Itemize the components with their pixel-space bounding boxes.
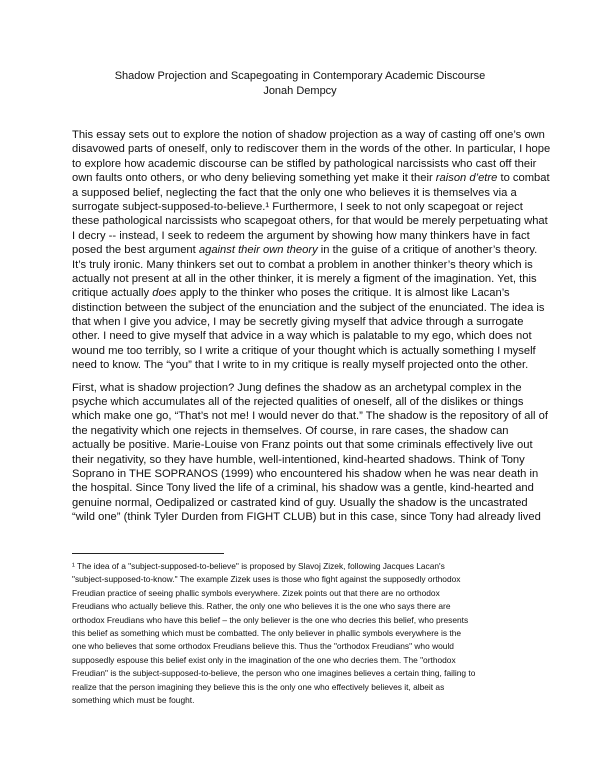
text-line — [72, 315, 550, 329]
footnote — [72, 560, 475, 707]
document-author: Jonah Dempcy — [263, 85, 337, 97]
text-line — [72, 229, 550, 243]
text-line — [72, 171, 550, 185]
paragraph — [72, 128, 550, 373]
paragraph — [72, 381, 550, 525]
text-segment: Soprano in THE SOPRANOS (1999) who encountered his shadow when he was near death in — [72, 467, 539, 480]
text-segment: This essay sets out to explore the notion of shadow projection as a way of casting off one’s own — [72, 129, 545, 141]
text-segment: First, what is shadow projection? Jung defines the shadow as an archetypal complex in the — [72, 381, 522, 394]
text-line — [72, 381, 550, 395]
text-line — [72, 409, 550, 423]
document-body — [72, 128, 550, 525]
text-segment: posed the best argument — [72, 244, 199, 257]
paragraph-gap — [72, 373, 550, 381]
text-segment: to combat — [497, 172, 550, 185]
text-segment: need to know. The “you” that I write to in my critique is really myself projected onto the other. — [72, 359, 529, 372]
text-line — [72, 258, 550, 272]
text-segment: surrogate subject-supposed-to-believe.¹ Furthermore, I seek to not only scapegoat or reject — [72, 200, 523, 213]
text-segment: disavowed parts of oneself, only to rediscover them in the words of the other. In particular, I hope — [72, 143, 551, 156]
footnote-line: Freudian practice of seeing phallic symbols everywhere. Zizek points out that there are no orthodox — [72, 587, 440, 598]
text-segment: It’s truly ironic. Many thinkers set out to combat a problem in another thinker’s theory which is — [72, 258, 533, 271]
text-line — [72, 329, 550, 343]
text-segment: the hospital. Since Tony lived the life of a criminal, his shadow was a gentle, kind-hearted and — [72, 482, 534, 495]
text-line — [72, 467, 550, 481]
footnote-line: one who believes that some orthodox Freudians believe this. Thus the "orthodox Freudians" who would — [72, 641, 454, 652]
text-segment: own faults onto others, or who deny believing something yet make it their — [72, 172, 436, 185]
text-line — [72, 344, 550, 358]
text-segment: other. I need to give myself that advice in a way which is palatable to my ego, which does not — [72, 330, 532, 343]
text-line — [72, 424, 550, 438]
text-segment: the negativity which one rejects in themselves. Of course, in rare cases, the shadow can — [72, 424, 509, 437]
footnote-line: orthodox Freudians who have this belief – the only believer is the one who decries this belief, who presents — [72, 614, 469, 625]
text-line — [72, 286, 550, 300]
footnote-line: something which must be fought. — [72, 694, 195, 705]
text-segment: wound me too terribly, so I write a critique of your thought which is actually something I myself — [72, 344, 536, 357]
text-segment: their negativity, so they have humble, well-intentioned, kind-hearted shadows. Think of Tony — [72, 453, 525, 466]
text-line — [72, 438, 550, 452]
text-segment: genuine normal, Oedipalized or castrated kind of guy. Usually the shadow is the uncastrated — [72, 496, 528, 509]
text-line — [72, 200, 550, 214]
text-line — [72, 453, 550, 467]
text-segment: “wild one” (think Tyler Durden from FIGHT CLUB) but in this case, since Tony had already lived — [72, 511, 541, 524]
text-segment: actually be positive. Marie-Louise von Franz points out that some criminals effectively live out — [72, 439, 533, 452]
text-line — [72, 395, 550, 409]
footnote-separator — [72, 553, 224, 554]
italic-text: does — [152, 287, 177, 300]
footnote-line: ¹ The idea of a "subject-supposed-to-believe" is proposed by Slavoj Zizek, following Jacques Lacan's — [72, 561, 445, 571]
text-segment: distinction between the subject of the enunciation and the subject of the enunciated. The idea is — [72, 301, 545, 314]
text-segment: apply to the thinker who poses the critique. It is almost like Lacan’s — [176, 287, 510, 300]
footnote-line: this belief as something which must be combatted. The only believer in phallic symbols everywhere is the — [72, 627, 462, 638]
footnote-line: realize that the person imagining they believe this is the only one who effectively believes it, albeit as — [72, 681, 445, 692]
text-line — [72, 128, 550, 142]
text-line — [72, 496, 550, 510]
text-segment: which make one go, “That’s not me! I would never do that.” The shadow is the repository of all of — [72, 410, 548, 423]
footnote-line: Freudians who actually believe this. Rather, the only one who believes it is the one who says there are — [72, 601, 451, 612]
text-segment: critique actually — [72, 287, 153, 300]
text-segment: to explore how academic discourse can be stifled by pathological narcissists who cast off their — [72, 157, 537, 170]
text-line — [72, 214, 550, 228]
text-line — [72, 243, 550, 257]
document-title: Shadow Projection and Scapegoating in Contemporary Academic Discourse — [114, 70, 486, 82]
text-segment: that when I give you advice, I may be secretly giving myself that advice through a surrogate — [72, 316, 524, 329]
italic-text: raison d’etre — [435, 172, 498, 185]
text-line — [72, 157, 550, 171]
text-line — [72, 358, 550, 372]
text-segment: actually not present at all in the other thinker, it is merely a figment of the imagination. Yet, this — [72, 272, 537, 285]
text-line — [72, 481, 550, 495]
text-segment: I decry -- instead, I seek to redeem the argument by showing how many thinkers have in fact — [72, 229, 530, 242]
text-line — [72, 186, 550, 200]
text-line — [72, 301, 550, 315]
text-segment: a supposed belief, neglecting the fact that the only one who believes it is themselves via a — [72, 186, 517, 199]
footnote-line: Freudian" is the subject-supposed-to-believe, the person who one imagines believes a certain thing, failing to — [72, 668, 476, 679]
text-segment: these pathological narcissists who scapegoat others, for that would be merely perpetuating what — [72, 215, 548, 228]
footnote-line: "subject-supposed-to-know." The example Zizek uses is those who fight against the supposedly orthodox — [72, 574, 461, 585]
text-segment: psyche which accumulates all of the rejected qualities of oneself, all of the dislikes or things — [72, 396, 524, 409]
footnote-line: supposedly espouse this belief exist only in the imagination of the one who decries them. The "orthodox — [72, 654, 456, 665]
text-segment: in the guise of a critique of another’s theory. — [317, 244, 538, 257]
italic-text: against their own theory — [198, 244, 318, 257]
text-line — [72, 272, 550, 286]
text-line — [72, 142, 550, 156]
text-line — [72, 510, 550, 524]
